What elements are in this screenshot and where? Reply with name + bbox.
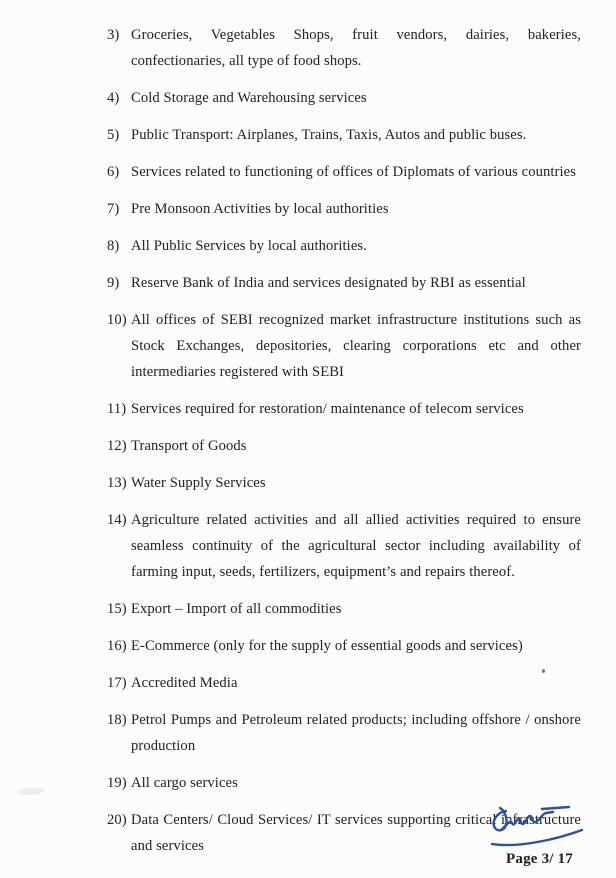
item-number: 19) bbox=[107, 775, 127, 791]
item-number: 12) bbox=[107, 438, 127, 454]
item-number: 3) bbox=[107, 27, 120, 43]
item-text: E-Commerce (only for the supply of essential goods and services) bbox=[131, 638, 523, 654]
item-text: Services required for restoration/ maintenance of telecom services bbox=[131, 401, 524, 417]
item-text: Services related to functioning of offices of Diplomats of various countries bbox=[131, 164, 577, 180]
item-text: Agriculture related activities and all allied activities required to ensure seamless continuity of the agricultural sector including availability of farming input, seeds, fertilizers, equipment’s and repairs thereof. bbox=[131, 512, 581, 580]
item-text: Public Transport: Airplanes, Trains, Taxis, Autos and public buses. bbox=[131, 127, 527, 143]
handwritten-signature bbox=[489, 802, 585, 852]
list-item bbox=[107, 507, 581, 585]
list-item bbox=[107, 159, 581, 185]
item-number: 8) bbox=[107, 238, 120, 254]
list-item bbox=[107, 433, 581, 459]
scan-speck bbox=[542, 669, 545, 673]
item-text: Transport of Goods bbox=[131, 438, 247, 454]
list-item bbox=[107, 196, 581, 222]
list-item bbox=[107, 470, 581, 496]
item-number: 5) bbox=[107, 127, 120, 143]
item-text: Water Supply Services bbox=[131, 475, 266, 491]
item-text: Accredited Media bbox=[131, 675, 238, 691]
item-number: 16) bbox=[107, 638, 127, 654]
list-item bbox=[107, 596, 581, 622]
list-item bbox=[107, 707, 581, 759]
list-item bbox=[107, 396, 581, 422]
page-number: Page 3/ 17 bbox=[506, 851, 573, 867]
item-text: Cold Storage and Warehousing services bbox=[131, 90, 367, 106]
list-item bbox=[107, 233, 581, 259]
list-item bbox=[107, 270, 581, 296]
item-text: All cargo services bbox=[131, 775, 238, 791]
item-text: Data Centers/ Cloud Services/ IT services supporting critical infrastructure and services bbox=[131, 812, 581, 854]
item-number: 4) bbox=[107, 90, 120, 106]
item-text: Petrol Pumps and Petroleum related products; including offshore / onshore production bbox=[131, 712, 581, 754]
item-number: 14) bbox=[107, 512, 127, 528]
list-item bbox=[107, 22, 581, 74]
item-number: 15) bbox=[107, 601, 127, 617]
item-number: 9) bbox=[107, 275, 120, 291]
item-text: All Public Services by local authorities. bbox=[131, 238, 367, 254]
item-text: Groceries, Vegetables Shops, fruit vendors, dairies, bakeries, confectionaries, all type of food shops. bbox=[131, 27, 581, 69]
list-item bbox=[107, 85, 581, 111]
item-number: 20) bbox=[107, 812, 127, 828]
item-text: All offices of SEBI recognized market infrastructure institutions such as Stock Exchanges, depositories, clearing corporations etc and other intermediaries registered with SEBI bbox=[131, 312, 581, 380]
item-number: 17) bbox=[107, 675, 127, 691]
signature-ink bbox=[489, 802, 585, 852]
item-text: Pre Monsoon Activities by local authorities bbox=[131, 201, 389, 217]
item-number: 18) bbox=[107, 712, 127, 728]
item-text: Export – Import of all commodities bbox=[131, 601, 342, 617]
list-item bbox=[107, 633, 581, 659]
item-number: 10) bbox=[107, 312, 127, 328]
list-item bbox=[107, 770, 581, 796]
list-item bbox=[107, 670, 581, 696]
item-number: 7) bbox=[107, 201, 120, 217]
list-item bbox=[107, 122, 581, 148]
list-item bbox=[107, 307, 581, 385]
item-number: 6) bbox=[107, 164, 120, 180]
item-number: 11) bbox=[107, 401, 127, 417]
item-number: 13) bbox=[107, 475, 127, 491]
item-text: Reserve Bank of India and services designated by RBI as essential bbox=[131, 275, 526, 291]
